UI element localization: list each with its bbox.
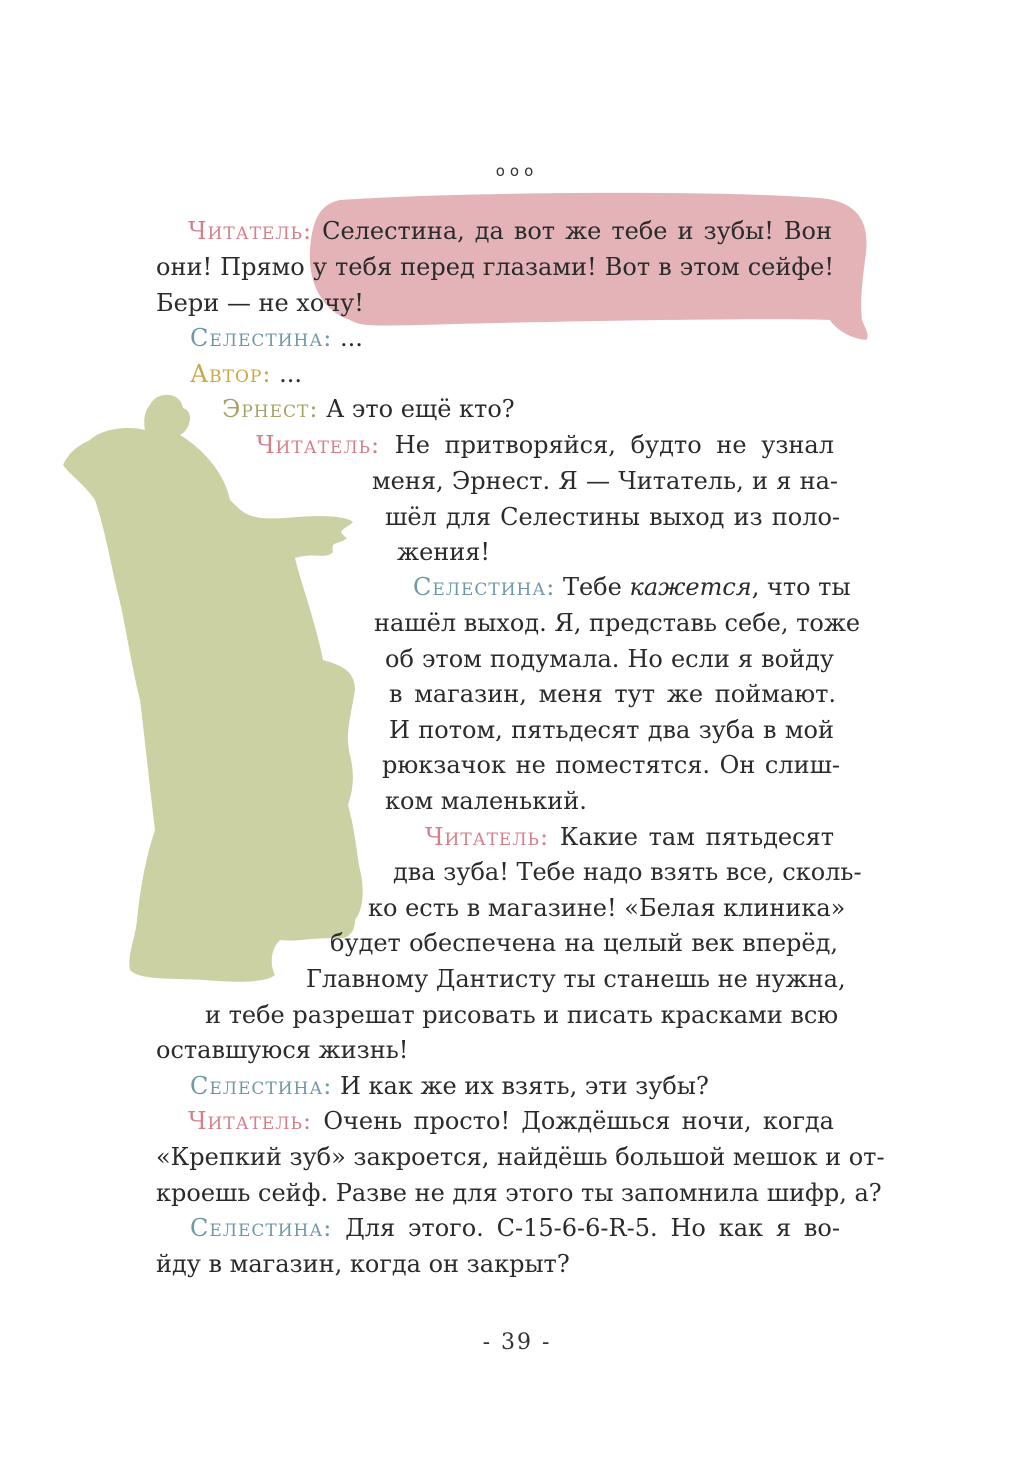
line-text: об этом подумала. Но если я войду — [385, 645, 834, 673]
line-text: Для этого. С-15-6-6-R-5. Но как я во- — [345, 1214, 840, 1242]
speaker-celestina: Селестина: — [413, 573, 556, 601]
line-text: шёл для Селестины выход из поло- — [385, 503, 840, 531]
line-text: И как же их взять, эти зубы? — [339, 1072, 709, 1100]
dialogue-line-18 — [425, 820, 834, 854]
dialogue-line-10 — [397, 535, 490, 569]
dialogue-line-30 — [156, 1247, 570, 1281]
line-text: ... — [339, 324, 363, 352]
line-text: меня, Эрнест. Я — Читатель, и я на- — [372, 467, 838, 495]
dialogue-line-24 — [156, 1033, 408, 1067]
line-text: кроешь сейф. Разве не для этого ты запомнила шифр, а? — [156, 1179, 882, 1207]
line-text-rest: , что ты — [751, 573, 851, 601]
dialogue-line-11 — [413, 570, 851, 604]
dialogue-line-6 — [222, 392, 515, 426]
line-text: Селестина, да вот же тебе и зубы! Вон — [322, 217, 832, 245]
line-text: ко есть в магазине! «Белая клиника» — [368, 894, 846, 922]
dialogue-line-5 — [190, 357, 302, 391]
line-text: А это ещё кто? — [326, 395, 515, 423]
dialogue-line-15 — [389, 713, 834, 747]
dialogue-line-19 — [393, 855, 862, 889]
dialogue-line-26 — [188, 1104, 834, 1138]
line-text: Не притворяйся, будто не узнал — [394, 431, 834, 459]
dialogue-line-1 — [188, 214, 832, 248]
character-silhouette — [55, 390, 375, 990]
line-text: нашёл выход. Я, представь себе, тоже — [374, 609, 861, 637]
line-text: рюкзачок не поместятся. Он слиш- — [382, 751, 840, 779]
line-text: ком маленький. — [385, 787, 587, 815]
dialogue-line-22 — [306, 962, 846, 996]
dialogue-line-8 — [372, 464, 838, 498]
dialogue-line-14 — [389, 677, 836, 711]
line-text: два зуба! Тебе надо взять все, сколь- — [393, 858, 862, 886]
line-text: в магазин, меня тут же поймают. — [389, 680, 836, 708]
line-text: Бери — не хочу! — [156, 289, 364, 317]
speaker-reader: Читатель: — [188, 217, 313, 245]
dialogue-line-3 — [156, 286, 364, 320]
line-emphasis: кажется — [629, 573, 752, 601]
line-text: будет обеспечена на целый век вперёд, — [330, 929, 838, 957]
dialogue-line-25 — [190, 1069, 709, 1103]
dialogue-line-17 — [385, 784, 587, 818]
line-text: Тебе — [562, 573, 622, 601]
dialogue-line-29 — [190, 1211, 840, 1245]
dialogue-line-7 — [256, 428, 834, 462]
speaker-author: Автор: — [190, 360, 272, 388]
dialogue-line-13 — [385, 642, 834, 676]
dialogue-line-27 — [156, 1140, 885, 1174]
dialogue-line-9 — [385, 500, 840, 534]
dialogue-line-23 — [205, 998, 839, 1032]
speaker-celestina: Селестина: — [190, 1214, 333, 1242]
line-text: ... — [279, 360, 302, 388]
line-text: оставшуюся жизнь! — [156, 1036, 409, 1064]
line-text: жения! — [397, 538, 491, 566]
line-text: И потом, пятьдесят два зуба в мой — [389, 716, 834, 744]
dialogue-line-20 — [368, 891, 846, 925]
line-text: «Крепкий зуб» закроется, найдёшь большой мешок и от- — [156, 1143, 885, 1171]
section-ornament: ooo — [495, 162, 539, 180]
line-text: Очень просто! Дождёшься ночи, когда — [323, 1107, 834, 1135]
page-number: - 39 - — [482, 1330, 552, 1355]
speaker-reader: Читатель: — [425, 823, 550, 851]
dialogue-line-12 — [374, 606, 861, 640]
dialogue-line-16 — [382, 748, 840, 782]
speaker-ernest: Эрнест: — [222, 395, 319, 423]
line-text: и тебе разрешат рисовать и писать красками всю — [205, 1001, 839, 1029]
line-text: Какие там пятьдесят — [559, 823, 834, 851]
dialogue-line-4 — [190, 321, 363, 355]
speaker-celestina: Селестина: — [190, 324, 333, 352]
line-text: йду в магазин, когда он закрыт? — [156, 1250, 570, 1278]
line-text: они! Прямо у тебя перед глазами! Вот в этом сейфе! — [156, 253, 834, 281]
speaker-reader: Читатель: — [256, 431, 381, 459]
dialogue-line-28 — [156, 1176, 882, 1210]
line-text: Главному Дантисту ты станешь не нужна, — [306, 965, 846, 993]
dialogue-line-2 — [156, 250, 834, 284]
speaker-celestina: Селестина: — [190, 1072, 333, 1100]
dialogue-line-21 — [330, 926, 838, 960]
speaker-reader: Читатель: — [188, 1107, 313, 1135]
